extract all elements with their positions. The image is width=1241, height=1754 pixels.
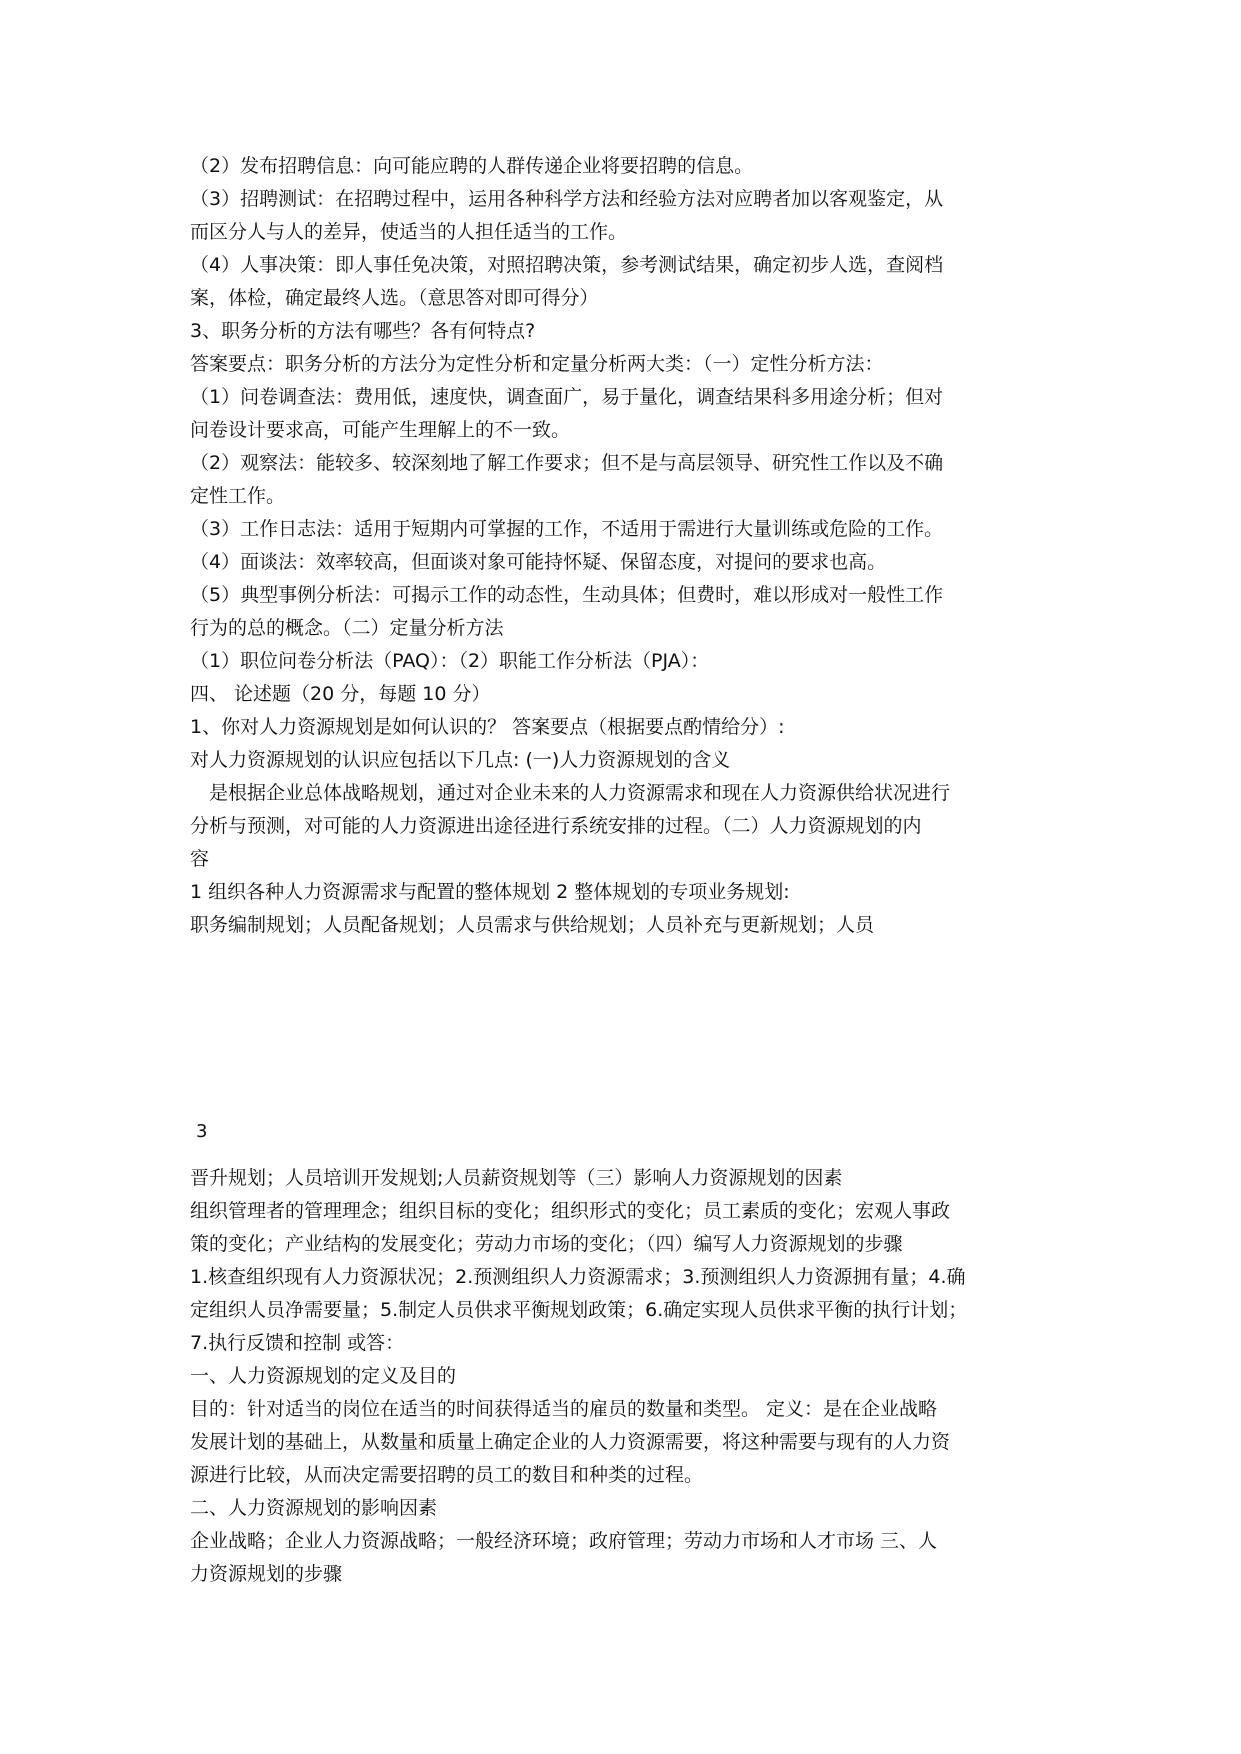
text-line: 企业战略；企业人力资源战略；一般经济环境；政府管理；劳动力市场和人才市场 三、人 xyxy=(190,1530,938,1552)
text-line: （2）观察法：能较多、较深刻地了解工作要求；但不是与高层领导、研究性工作以及不确 xyxy=(190,452,944,474)
text-line: （4）面谈法：效率较高，但面谈对象可能持怀疑、保留态度，对提问的要求也高。 xyxy=(190,551,887,573)
text-line: 而区分人与人的差异，使适当的人担任适当的工作。 xyxy=(190,221,628,243)
text-line: 目的：针对适当的岗位在适当的时间获得适当的雇员的数量和类型。 定义：是在企业战略 xyxy=(190,1398,938,1420)
text-line: 晋升规划；人员培训开发规划;人员薪资规划等（三）影响人力资源规划的因素 xyxy=(190,1167,843,1189)
text-line: （3）工作日志法：适用于短期内可掌握的工作，不适用于需进行大量训练或危险的工作。 xyxy=(190,518,944,540)
text-line: 四、 论述题（20 分，每题 10 分） xyxy=(190,683,491,705)
text-block-bottom xyxy=(190,1162,1070,1591)
text-line: 问卷设计要求高，可能产生理解上的不一致。 xyxy=(190,419,571,441)
text-line: 二、人力资源规划的影响因素 xyxy=(190,1497,438,1519)
text-line: 力资源规划的步骤 xyxy=(190,1563,343,1585)
text-line: 职务编制规划；人员配备规划；人员需求与供给规划；人员补充与更新规划；人员 xyxy=(190,914,875,936)
text-line: 对人力资源规划的认识应包括以下几点: (一)人力资源规划的含义 xyxy=(190,749,731,771)
text-line: 3、职务分析的方法有哪些？各有何特点? xyxy=(190,320,536,342)
text-line: 定组织人员净需要量；5.制定人员供求平衡规划政策；6.确定实现人员供求平衡的执行计划； xyxy=(190,1299,968,1321)
text-block-top xyxy=(190,150,1070,942)
text-line: 组织管理者的管理理念；组织目标的变化；组织形式的变化；员工素质的变化；宏观人事政 xyxy=(190,1200,951,1222)
text-line: （1）问卷调查法：费用低，速度快，调查面广，易于量化，调查结果科多用途分析；但对 xyxy=(190,386,944,408)
text-line: 策的变化；产业结构的发展变化；劳动力市场的变化；（四）编写人力资源规划的步骤 xyxy=(190,1233,903,1255)
text-line: 1、你对人力资源规划是如何认识的？ 答案要点（根据要点酌情给分）: xyxy=(190,716,785,738)
text-line: 分析与预测，对可能的人力资源进出途径进行系统安排的过程。（二）人力资源规划的内 xyxy=(190,815,922,837)
text-line: 发展计划的基础上，从数量和质量上确定企业的人力资源需要，将这种需要与现有的人力资 xyxy=(190,1431,951,1453)
text-line: 1 组织各种人力资源需求与配置的整体规划 2 整体规划的专项业务规划: xyxy=(190,881,790,903)
text-line: （5）典型事例分析法：可揭示工作的动态性，生动具体；但费时，难以形成对一般性工作 xyxy=(190,584,944,606)
text-line: 案，体检，确定最终人选。（意思答对即可得分） xyxy=(190,287,599,309)
text-line: 一、人力资源规划的定义及目的 xyxy=(190,1365,457,1387)
text-line: 是根据企业总体战略规划，通过对企业未来的人力资源需求和现在人力资源供给状况进行 xyxy=(190,782,951,804)
text-line: 源进行比较，从而决定需要招聘的员工的数目和种类的过程。 xyxy=(190,1464,704,1486)
text-line: 答案要点：职务分析的方法分为定性分析和定量分析两大类：（一）定性分析方法： xyxy=(190,353,884,375)
text-line: （4）人事决策：即人事任免决策，对照招聘决策，参考测试结果，确定初步人选，查阅档 xyxy=(190,254,944,276)
text-line: 7.执行反馈和控制 或答： xyxy=(190,1332,405,1354)
text-line: 1.核查组织现有人力资源状况；2.预测组织人力资源需求；3.预测组织人力资源拥有量；4.确 xyxy=(190,1266,966,1288)
text-line: 行为的总的概念。（二）定量分析方法 xyxy=(190,617,504,639)
text-line: （2）发布招聘信息：向可能应聘的人群传递企业将要招聘的信息。 xyxy=(190,155,754,177)
text-line: 定性工作。 xyxy=(190,485,286,507)
text-line: （1）职位问卷分析法（PAQ）：（2）职能工作分析法（PJA）： xyxy=(190,650,710,672)
text-line: （3）招聘测试：在招聘过程中，运用各种科学方法和经验方法对应聘者加以客观鉴定，从 xyxy=(190,188,944,210)
page-number: 3 xyxy=(196,1121,208,1142)
text-line: 容 xyxy=(190,848,210,870)
